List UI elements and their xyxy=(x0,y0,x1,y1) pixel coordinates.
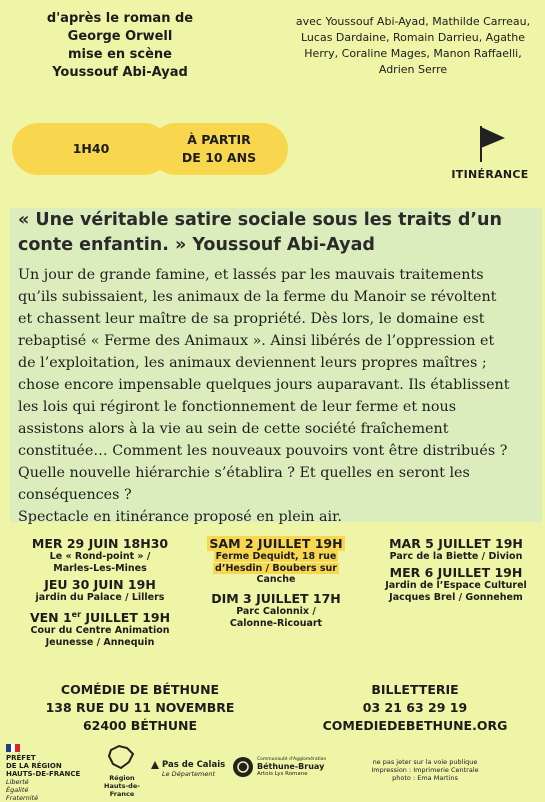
synopsis-line: constituée… Comment les nouveaux pouvoirs vont être distribués ? xyxy=(18,443,508,459)
date-label: MER 29 JUIN 18H30 xyxy=(31,536,169,551)
synopsis-line: assistons alors à la vie au sein de cette société fraîchement xyxy=(18,421,449,437)
date-entry xyxy=(20,608,180,648)
date-label: VEN 1er JUILLET 19H xyxy=(29,610,171,626)
synopsis-line: qu’ils subissaient, les animaux de la ferme du Manoir se révoltent xyxy=(18,289,497,305)
synopsis-line: et chassent leur maître de sa propriété. Dès lors, le domaine est xyxy=(18,311,485,327)
credit-line: mise en scène xyxy=(67,47,172,62)
credit-line: Youssouf Abi-Ayad xyxy=(52,65,188,80)
cast-line: avec Youssouf Abi-Ayad, Mathilde Carreau, xyxy=(295,15,531,28)
bethune-bruay-logo: Communauté d'Agglomération Béthune-Bruay Artois Lys Romane xyxy=(232,756,342,778)
venue-label: Ferme Dequidt, 18 rue xyxy=(215,551,337,562)
date-label: SAM 2 JUILLET 19H xyxy=(209,536,343,551)
duration-text: 1H40 xyxy=(72,141,110,156)
date-entry xyxy=(20,578,180,604)
region-logo: Région Hauts-de-France xyxy=(92,744,152,798)
cast-line: Lucas Dardaine, Romain Darrieu, Agathe xyxy=(301,31,525,44)
venue-label: jardin du Palace / Lillers xyxy=(35,592,165,603)
venue-label: Parc de la Biette / Divion xyxy=(389,551,523,562)
venue-label: Jardin de l’Espace Culturel xyxy=(385,580,527,591)
department-icon xyxy=(150,760,160,770)
date-label: DIM 3 JUILLET 17H xyxy=(211,591,341,606)
region-map-icon xyxy=(107,744,137,770)
synopsis-line: Spectacle en itinérance proposé en plein air. xyxy=(18,509,342,525)
venue-city: 62400 BÉTHUNE xyxy=(82,718,198,733)
credits-director xyxy=(20,10,220,82)
venue-label: Jacques Brel / Gonnehem xyxy=(389,591,523,603)
credit-line: George Orwell xyxy=(67,29,173,44)
age-line: À PARTIR xyxy=(187,132,251,147)
date-label: JEU 30 JUIN 19H xyxy=(44,577,156,592)
synopsis-line: Quelle nouvelle hiérarchie s’établira ? Et quelles en seront les xyxy=(18,465,470,481)
agglomeration-icon xyxy=(232,756,254,778)
venue-label: Jeunesse / Annequin xyxy=(45,636,155,648)
credit-line: d'après le roman de xyxy=(46,11,194,26)
synopsis-line: de l’exploitation, les animaux deviennent leurs propres maîtres ; xyxy=(18,355,487,371)
box-office xyxy=(300,681,530,735)
venue-street: 138 RUE DU 11 NOVEMBRE xyxy=(45,700,235,715)
press-quote xyxy=(18,208,538,258)
synopsis-line: Un jour de grande famine, et lassés par les mauvais traitements xyxy=(18,267,484,283)
cast-line: Herry, Coraline Mages, Manon Raffaelli, xyxy=(304,47,522,60)
synopsis-line: conséquences ? xyxy=(18,487,132,503)
prefet-logo: PRÉFET DE LA RÉGION HAUTS-DE-FRANCE Liberté Égalité Fraternité xyxy=(6,744,86,802)
venue-label: d’Hesdin / Boubers sur xyxy=(215,562,337,574)
legal-notice: ne pas jeter sur la voie publique Impression : Imprimerie Centrale photo : Ema Martins xyxy=(371,758,479,782)
cast-line: Adrien Serre xyxy=(378,63,448,76)
age-badge xyxy=(150,123,288,175)
venue-label: Marles-Les-Mines xyxy=(53,562,147,574)
quote-line: « Une véritable satire sociale sous les traits d’un xyxy=(18,210,502,230)
date-entry xyxy=(372,537,540,563)
date-label: MAR 5 JUILLET 19H xyxy=(389,536,523,551)
venue-label: Calonne-Ricouart xyxy=(229,617,323,629)
venue-address xyxy=(20,681,260,735)
date-entry xyxy=(20,537,180,574)
synopsis-line: rebaptisé « Ferme des Animaux ». Ainsi libérés de l’oppression et xyxy=(18,333,495,349)
pas-de-calais-logo: Pas de Calais Le Département xyxy=(150,760,230,778)
venue-label: Cour du Centre Animation xyxy=(30,625,170,637)
venue-label: Parc Calonnix / xyxy=(236,606,316,617)
synopsis-line: les lois qui régiront le fonctionnement de leur ferme et nous xyxy=(18,399,457,415)
duration-badge xyxy=(12,123,170,175)
quote-line: conte enfantin. » Youssouf Abi-Ayad xyxy=(18,235,375,255)
age-line: DE 10 ANS xyxy=(181,150,257,165)
synopsis xyxy=(18,264,538,528)
date-entry xyxy=(196,592,356,629)
flag-icon xyxy=(475,124,509,164)
box-office-phone[interactable]: 03 21 63 29 19 xyxy=(362,700,468,715)
box-office-title: BILLETTERIE xyxy=(371,682,459,697)
venue-label: Canche xyxy=(256,574,296,585)
date-entry xyxy=(196,537,356,586)
venue-label: Le « Rond-point » / xyxy=(49,551,151,562)
date-entry xyxy=(372,566,540,603)
itinerance-label: ITINÉRANCE xyxy=(451,168,529,181)
french-flag-icon xyxy=(6,744,20,752)
date-label: MER 6 JUILLET 19H xyxy=(389,565,523,580)
box-office-website[interactable]: COMEDIEDEBETHUNE.ORG xyxy=(322,718,508,733)
credits-cast xyxy=(284,14,542,78)
venue-name: COMÉDIE DE BÉTHUNE xyxy=(60,682,220,697)
synopsis-line: chose encore impensable quelques jours auparavant. Ils établissent xyxy=(18,377,510,393)
